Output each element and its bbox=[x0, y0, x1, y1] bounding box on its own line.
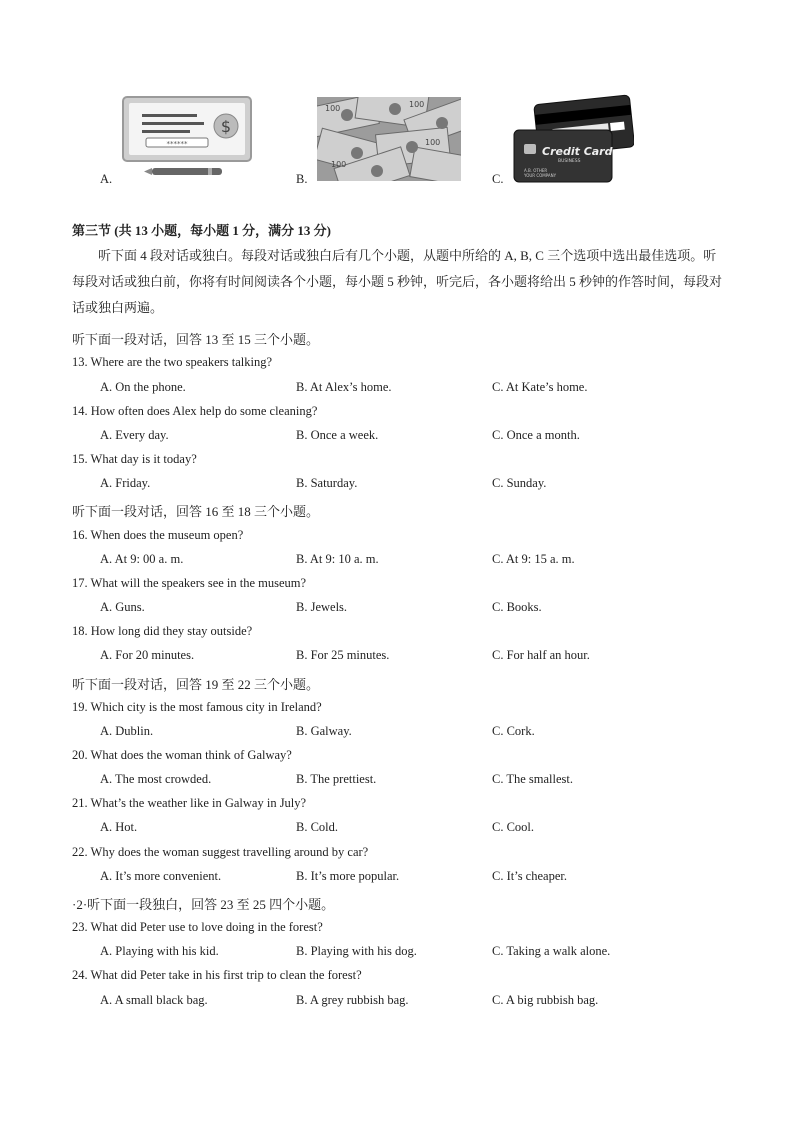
option-b: B. Galway. bbox=[296, 724, 352, 738]
svg-text:******: ****** bbox=[166, 140, 188, 148]
option-b: B. At 9: 10 a. m. bbox=[296, 552, 379, 566]
option-b: B. Playing with his dog. bbox=[296, 944, 417, 958]
picture-option-c-letter: C. bbox=[492, 172, 504, 186]
group-intro: ·2·听下面一段独白，回答 23 至 25 四个小题。 bbox=[72, 897, 335, 912]
question-text: 16. When does the museum open? bbox=[72, 528, 244, 542]
question-text: 14. How often does Alex help do some cleaning? bbox=[72, 404, 318, 418]
option-a: A. Every day. bbox=[100, 428, 169, 442]
option-b: B. Saturday. bbox=[296, 476, 358, 490]
svg-text:100: 100 bbox=[325, 104, 341, 113]
option-a: A. It’s more convenient. bbox=[100, 869, 222, 883]
option-c: C. Books. bbox=[492, 600, 542, 614]
option-a: A. For 20 minutes. bbox=[100, 648, 195, 662]
option-c: C. Taking a walk alone. bbox=[492, 944, 611, 958]
question-text: 15. What day is it today? bbox=[72, 452, 197, 466]
option-b: B. A grey rubbish bag. bbox=[296, 993, 409, 1007]
question-text: 22. Why does the woman suggest travelling around by car? bbox=[72, 845, 369, 859]
option-b: B. Once a week. bbox=[296, 428, 379, 442]
picture-option-b-letter: B. bbox=[296, 172, 308, 186]
option-b: B. Cold. bbox=[296, 820, 339, 834]
option-c: C. Cork. bbox=[492, 724, 535, 738]
option-b: B. At Alex’s home. bbox=[296, 380, 392, 394]
picture-option-a-letter: A. bbox=[100, 172, 113, 186]
credit-cards-image bbox=[512, 94, 634, 184]
svg-text:$: $ bbox=[220, 117, 232, 136]
question-text: 13. Where are the two speakers talking? bbox=[72, 355, 273, 369]
option-a: A. On the phone. bbox=[100, 380, 186, 394]
group-intro: 听下面一段对话，回答 16 至 18 三个小题。 bbox=[72, 504, 320, 519]
section-title: 第三节 (共 13 小题，每小题 1 分，满分 13 分) bbox=[72, 223, 331, 238]
option-a: A. Guns. bbox=[100, 600, 145, 614]
question-text: 20. What does the woman think of Galway? bbox=[72, 748, 292, 762]
svg-text:100: 100 bbox=[425, 138, 441, 147]
question-text: 21. What’s the weather like in Galway in July? bbox=[72, 796, 307, 810]
option-a: A. Hot. bbox=[100, 820, 138, 834]
section-instructions: 听下面 4 段对话或独白。每段对话或独白后有几个小题，从题中所给的 A, B, C 三个选项中选出最佳选项。听每段对话或独白前，你将有时间阅读各个小题，每小题 5 秒钟，听完后，各小题将给出 5 秒钟的作答时间，每段对话或独白两遍。 bbox=[72, 248, 723, 315]
option-a: A. Friday. bbox=[100, 476, 151, 490]
svg-text:100: 100 bbox=[409, 100, 425, 109]
option-c: C. Sunday. bbox=[492, 476, 547, 490]
group-intro: 听下面一段对话，回答 19 至 22 三个小题。 bbox=[72, 677, 320, 692]
option-b: B. The prettiest. bbox=[296, 772, 377, 786]
option-c: C. At Kate’s home. bbox=[492, 380, 588, 394]
card-name-text: A.B. OTHER bbox=[524, 168, 548, 173]
option-a: A. At 9: 00 a. m. bbox=[100, 552, 184, 566]
option-a: A. Dublin. bbox=[100, 724, 154, 738]
question-text: 18. How long did they stay outside? bbox=[72, 624, 253, 638]
option-b: B. Jewels. bbox=[296, 600, 348, 614]
card-sub-text: BUSINESS bbox=[558, 159, 581, 164]
option-a: A. The most crowded. bbox=[100, 772, 212, 786]
option-c: C. For half an hour. bbox=[492, 648, 590, 662]
card-company-text: YOUR COMPANY bbox=[524, 173, 557, 178]
option-c: C. It’s cheaper. bbox=[492, 869, 567, 883]
option-c: C. A big rubbish bag. bbox=[492, 993, 599, 1007]
option-c: C. Cool. bbox=[492, 820, 535, 834]
group-intro: 听下面一段对话，回答 13 至 15 三个小题。 bbox=[72, 332, 320, 347]
card-title-text: Credit Card bbox=[542, 145, 613, 158]
svg-text:100: 100 bbox=[331, 160, 347, 169]
option-c: C. Once a month. bbox=[492, 428, 580, 442]
question-text: 24. What did Peter take in his first trip to clean the forest? bbox=[72, 968, 362, 982]
option-b: B. It’s more popular. bbox=[296, 869, 400, 883]
option-c: C. The smallest. bbox=[492, 772, 574, 786]
cash-banknotes-image bbox=[317, 97, 461, 181]
option-b: B. For 25 minutes. bbox=[296, 648, 390, 662]
option-a: A. A small black bag. bbox=[100, 993, 208, 1007]
check-with-pen-image bbox=[122, 96, 252, 180]
question-text: 23. What did Peter use to love doing in the forest? bbox=[72, 920, 323, 934]
option-a: A. Playing with his kid. bbox=[100, 944, 219, 958]
option-c: C. At 9: 15 a. m. bbox=[492, 552, 575, 566]
question-text: 19. Which city is the most famous city in Ireland? bbox=[72, 700, 322, 714]
question-text: 17. What will the speakers see in the museum? bbox=[72, 576, 307, 590]
